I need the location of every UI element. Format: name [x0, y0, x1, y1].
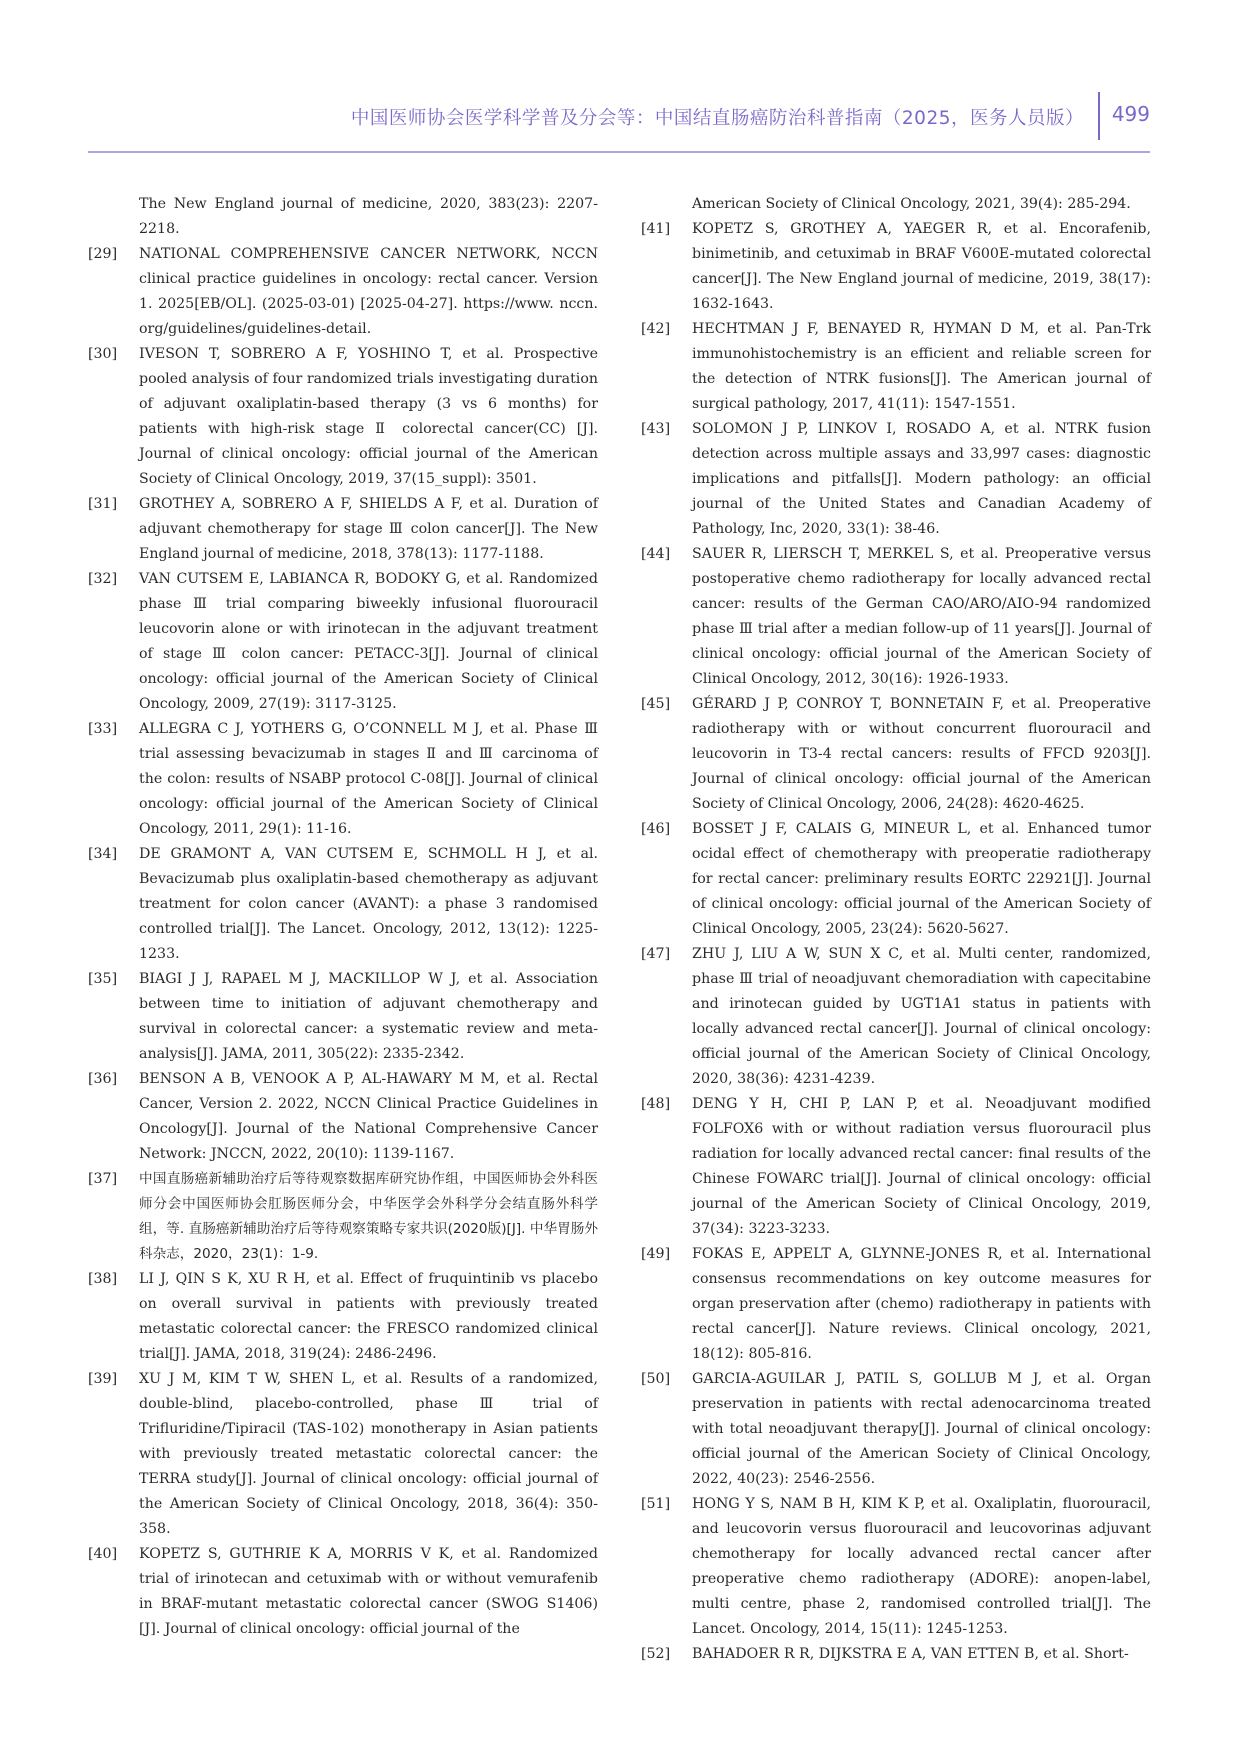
reference-number: [36] [88, 1071, 118, 1087]
reference-number: [50] [641, 1371, 671, 1387]
reference-item [641, 1092, 1151, 1242]
reference-text: HECHTMAN J F, BENAYED R, HYMAN D M, et al. Pan-Trk immunohistochemistry is an efficient and reliable screen for the detection of NTRK fusions[J]. The American journal of surgical pathology, 2017, 41(11): 1547-1551. [692, 321, 1151, 412]
reference-item [88, 242, 598, 342]
reference-item [88, 342, 598, 492]
reference-text: KOPETZ S, GUTHRIE K A, MORRIS V K, et al. Randomized trial of irinotecan and cetuximab with or without vemurafenib in BRAF-mutant metastatic colorectal cancer (SWOG S1406) [J]. Journal of clinical oncology: official journal of the [139, 1546, 598, 1637]
running-header [88, 92, 1150, 142]
reference-number: [52] [641, 1646, 671, 1662]
reference-text: FOKAS E, APPELT A, GLYNNE-JONES R, et al. International consensus recommendations on key outcome measures for organ preservation after (chemo) radiotherapy in patients with rectal cancer[J]. Nature reviews. Clinical oncology, 2021, 18(12): 805-816. [692, 1246, 1151, 1362]
reference-item [641, 1642, 1151, 1667]
reference-text: 中国直肠癌新辅助治疗后等待观察数据库研究协作组，中国医师协会外科医师分会中国医师协会肛肠医师分会，中华医学会外科学分会结直肠外科学组，等. 直肠癌新辅助治疗后等待观察策略专家共识(2020版)[J]. 中华胃肠外科杂志，2020，23(1)：1-9. [139, 1171, 598, 1262]
reference-text: DE GRAMONT A, VAN CUTSEM E, SCHMOLL H J, et al. Bevacizumab plus oxaliplatin-based chemotherapy as adjuvant treatment for colon cancer (AVANT): a phase 3 randomised controlled trial[J]. The Lancet. Oncology, 2012, 13(12): 1225-1233. [139, 846, 598, 962]
reference-text: BIAGI J J, RAPAEL M J, MACKILLOP W J, et al. Association between time to initiation of adjuvant chemotherapy and survival in colorectal cancer: a systematic review and meta-analysis[J]. JAMA, 2011, 305(22): 2335-2342. [139, 971, 598, 1062]
reference-item [88, 1067, 598, 1167]
reference-number: [37] [88, 1171, 118, 1187]
reference-item [641, 192, 1151, 217]
reference-number: [29] [88, 246, 118, 262]
reference-item [88, 1167, 598, 1267]
reference-number: [42] [641, 321, 671, 337]
reference-text: ALLEGRA C J, YOTHERS G, O’CONNELL M J, et al. Phase Ⅲ trial assessing bevacizumab in stages Ⅱ and Ⅲ carcinoma of the colon: results of NSABP protocol C-08[J]. Journal of clinical oncology: official journal of the American Society of Clinical Oncology, 2011, 29(1): 11-16. [139, 721, 598, 837]
reference-number: [34] [88, 846, 118, 862]
reference-item [88, 567, 598, 717]
reference-item [88, 717, 598, 842]
reference-number: [48] [641, 1096, 671, 1112]
reference-number: [41] [641, 221, 671, 237]
reference-text: HONG Y S, NAM B H, KIM K P, et al. Oxaliplatin, fluorouracil, and leucovorin versus fluorouracil and leucovorinas adjuvant chemotherapy for locally advanced rectal cancer after preoperative chemo radiotherapy (ADORE): anopen-label, multi centre, phase 2, randomised controlled trial[J]. The Lancet. Oncology, 2014, 15(11): 1245-1253. [692, 1496, 1151, 1637]
reference-text: XU J M, KIM T W, SHEN L, et al. Results of a randomized, double-blind, placebo-controlled, phase Ⅲ trial of Trifluridine/Tipiracil (TAS-102) monotherapy in Asian patients with previously treated metastatic colorectal cancer: the TERRA study[J]. Journal of clinical oncology: official journal of the American Society of Clinical Oncology, 2018, 36(4): 350-358. [139, 1371, 598, 1537]
reference-item [641, 1367, 1151, 1492]
reference-number: [38] [88, 1271, 118, 1287]
reference-text: BAHADOER R R, DIJKSTRA E A, VAN ETTEN B, et al. Short- [692, 1646, 1129, 1662]
reference-number: [33] [88, 721, 118, 737]
reference-item [641, 317, 1151, 417]
reference-text: SOLOMON J P, LINKOV I, ROSADO A, et al. NTRK fusion detection across multiple assays and 33,997 cases: diagnostic implications and pitfalls[J]. Modern pathology: an official journal of the United States and Canadian Academy of Pathology, Inc, 2020, 33(1): 38-46. [692, 421, 1151, 537]
reference-text: GROTHEY A, SOBRERO A F, SHIELDS A F, et al. Duration of adjuvant chemotherapy for stage Ⅲ colon cancer[J]. The New England journal of medicine, 2018, 378(13): 1177-1188. [139, 496, 598, 562]
reference-text: The New England journal of medicine, 2020, 383(23): 2207-2218. [139, 196, 598, 237]
reference-item [88, 492, 598, 567]
reference-number: [46] [641, 821, 671, 837]
references-right-column [641, 192, 1151, 1667]
reference-text: IVESON T, SOBRERO A F, YOSHINO T, et al. Prospective pooled analysis of four randomized trials investigating duration of adjuvant oxaliplatin-based therapy (3 vs 6 months) for patients with high-risk stage Ⅱ colorectal cancer(CC) [J]. Journal of clinical oncology: official journal of the American Society of Clinical Oncology, 2019, 37(15_suppl): 3501. [139, 346, 598, 487]
reference-item [641, 417, 1151, 542]
reference-number: [39] [88, 1371, 118, 1387]
reference-number: [32] [88, 571, 118, 587]
reference-text: KOPETZ S, GROTHEY A, YAEGER R, et al. Encorafenib, binimetinib, and cetuximab in BRAF V600E-mutated colorectal cancer[J]. The New England journal of medicine, 2019, 38(17): 1632-1643. [692, 221, 1151, 312]
header-rule [88, 151, 1150, 153]
reference-number: [35] [88, 971, 118, 987]
reference-text: SAUER R, LIERSCH T, MERKEL S, et al. Preoperative versus postoperative chemo radiotherapy for locally advanced rectal cancer: results of the German CAO/ARO/AIO-94 randomized phase Ⅲ trial after a median follow-up of 11 years[J]. Journal of clinical oncology: official journal of the American Society of Clinical Oncology, 2012, 30(16): 1926-1933. [692, 546, 1151, 687]
reference-number: [45] [641, 696, 671, 712]
reference-item [641, 1492, 1151, 1642]
reference-number: [49] [641, 1246, 671, 1262]
reference-item [88, 1267, 598, 1367]
page-number: 499 [1111, 102, 1150, 126]
reference-text: ZHU J, LIU A W, SUN X C, et al. Multi center, randomized, phase Ⅲ trial of neoadjuvant chemoradiation with capecitabine and irinotecan guided by UGT1A1 status in patients with locally advanced rectal cancer[J]. Journal of clinical oncology: official journal of the American Society of Clinical Oncology, 2020, 38(36): 4231-4239. [692, 946, 1151, 1087]
header-title: 中国医师协会医学科学普及分会等：中国结直肠癌防治科普指南（2025，医务人员版） [350, 108, 1084, 129]
reference-number: [40] [88, 1546, 118, 1562]
reference-number: [43] [641, 421, 671, 437]
reference-text: VAN CUTSEM E, LABIANCA R, BODOKY G, et al. Randomized phase Ⅲ trial comparing biweekly infusional fluorouracil leucovorin alone or with irinotecan in the adjuvant treatment of stage Ⅲ colon cancer: PETACC-3[J]. Journal of clinical oncology: official journal of the American Society of Clinical Oncology, 2009, 27(19): 3117-3125. [139, 571, 598, 712]
reference-number: [47] [641, 946, 671, 962]
reference-item [641, 817, 1151, 942]
reference-number: [30] [88, 346, 118, 362]
reference-item [641, 217, 1151, 317]
reference-text: LI J, QIN S K, XU R H, et al. Effect of fruquintinib vs placebo on overall survival in patients with previously treated metastatic colorectal cancer: the FRESCO randomized clinical trial[J]. JAMA, 2018, 319(24): 2486-2496. [139, 1271, 598, 1362]
reference-number: [44] [641, 546, 671, 562]
reference-item [641, 542, 1151, 692]
reference-number: [51] [641, 1496, 671, 1512]
reference-item [641, 692, 1151, 817]
reference-text: BOSSET J F, CALAIS G, MINEUR L, et al. Enhanced tumor ocidal effect of chemotherapy with preoperatie radiotherapy for rectal cancer: preliminary results EORTC 22921[J]. Journal of clinical oncology: official journal of the American Society of Clinical Oncology, 2005, 23(24): 5620-5627. [692, 821, 1151, 937]
reference-item [641, 942, 1151, 1092]
header-divider [1098, 92, 1100, 140]
reference-text: GÉRARD J P, CONROY T, BONNETAIN F, et al. Preoperative radiotherapy with or without concurrent fluorouracil and leucovorin in T3-4 rectal cancers: results of FFCD 9203[J]. Journal of clinical oncology: official journal of the American Society of Clinical Oncology, 2006, 24(28): 4620-4625. [692, 696, 1151, 812]
reference-text: American Society of Clinical Oncology, 2021, 39(4): 285-294. [692, 196, 1131, 212]
reference-number: [31] [88, 496, 118, 512]
reference-text: DENG Y H, CHI P, LAN P, et al. Neoadjuvant modified FOLFOX6 with or without radiation versus fluorouracil plus radiation for locally advanced rectal cancer: final results of the Chinese FOWARC trial[J]. Journal of clinical oncology: official journal of the American Society of Clinical Oncology, 2019, 37(34): 3223-3233. [692, 1096, 1151, 1237]
references-left-column [88, 192, 598, 1642]
reference-item [88, 1367, 598, 1542]
reference-item [88, 192, 598, 242]
reference-text: BENSON A B, VENOOK A P, AL-HAWARY M M, et al. Rectal Cancer, Version 2. 2022, NCCN Clinical Practice Guidelines in Oncology[J]. Journal of the National Comprehensive Cancer Network: JNCCN, 2022, 20(10): 1139-1167. [139, 1071, 598, 1162]
reference-item [88, 967, 598, 1067]
reference-text: NATIONAL COMPREHENSIVE CANCER NETWORK, NCCN clinical practice guidelines in oncology: rectal cancer. Version 1. 2025[EB/OL]. (2025-03-01) [2025-04-27]. https://www. nccn. org/guidelines/guidelines-detail. [139, 246, 598, 337]
reference-text: GARCIA-AGUILAR J, PATIL S, GOLLUB M J, et al. Organ preservation in patients with rectal adenocarcinoma treated with total neoadjuvant therapy[J]. Journal of clinical oncology: official journal of the American Society of Clinical Oncology, 2022, 40(23): 2546-2556. [692, 1371, 1151, 1487]
reference-item [641, 1242, 1151, 1367]
reference-item [88, 842, 598, 967]
reference-item [88, 1542, 598, 1642]
